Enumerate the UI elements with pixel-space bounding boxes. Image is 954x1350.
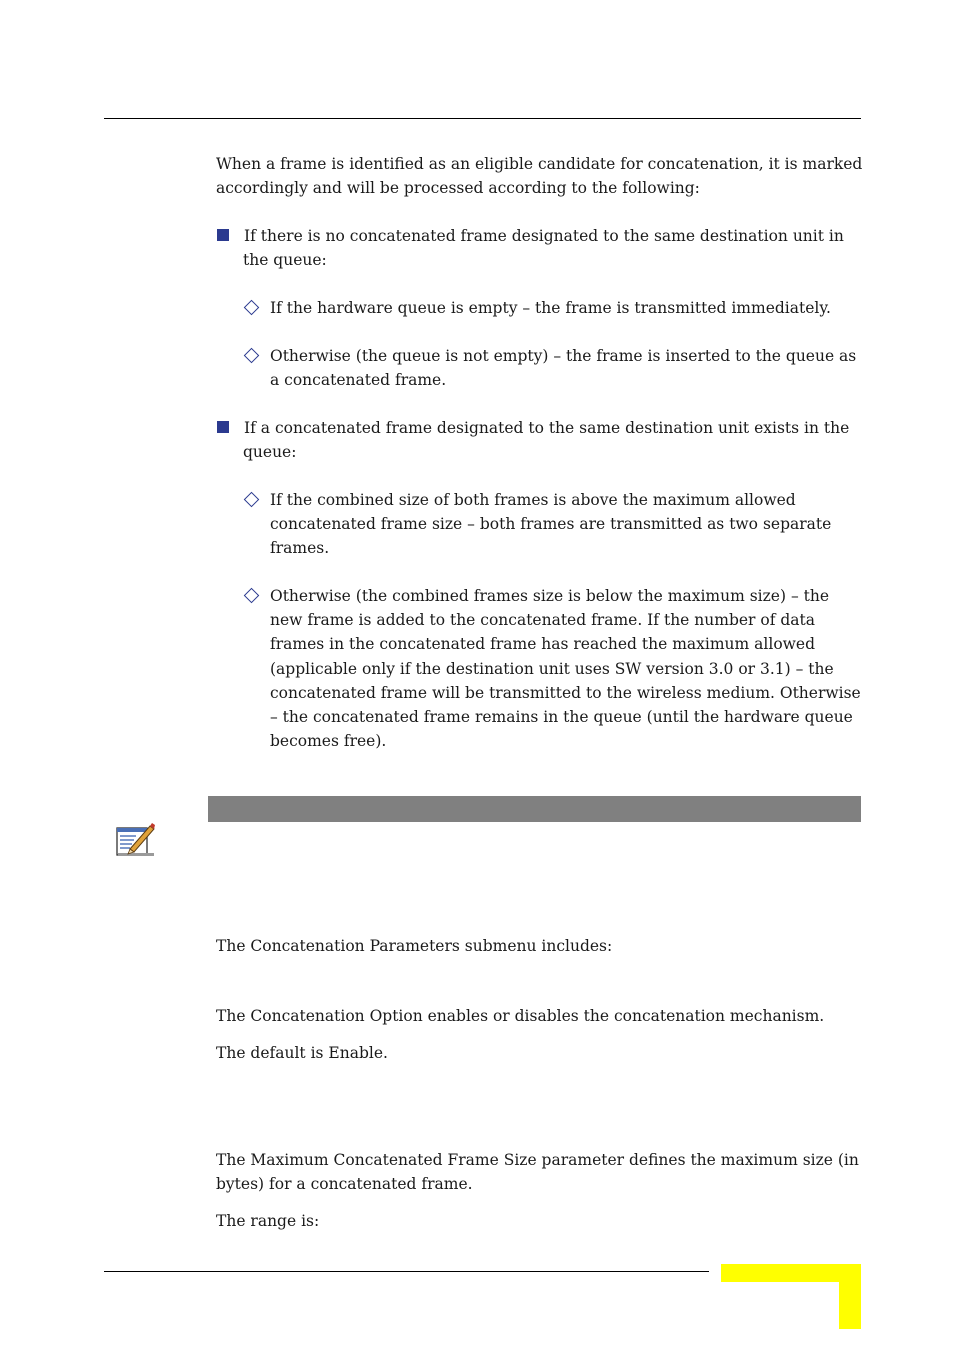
sub-2-2-line-4: (applicable only if the destination unit uses SW version 3.0 or 3.1) – the xyxy=(270,660,834,678)
sub-1-2-line-1: Otherwise (the queue is not empty) – the frame is inserted to the queue as xyxy=(270,347,857,365)
sub-1-2-line-2: a concatenated frame. xyxy=(270,371,447,389)
max-size-line-2: bytes) for a concatenated frame. xyxy=(216,1175,473,1193)
square-bullet-icon xyxy=(217,229,229,241)
diamond-bullet-icon xyxy=(244,348,260,364)
concatenation-option-default: The default is Enable. xyxy=(216,1044,388,1062)
sub-2-2-line-3: frames in the concatenated frame has reached the maximum allowed xyxy=(270,635,816,653)
submenu-intro: The Concatenation Parameters submenu includes: xyxy=(216,937,613,955)
diamond-bullet-icon xyxy=(244,492,260,508)
sub-2-2-line-6: – the concatenated frame remains in the queue (until the hardware queue xyxy=(270,708,853,726)
sub-1-1-line-1: If the hardware queue is empty – the frame is transmitted immediately. xyxy=(270,299,831,317)
header-rule xyxy=(104,118,861,119)
intro-line-2: accordingly and will be processed according to the following: xyxy=(216,179,700,197)
max-size-line-1: The Maximum Concatenated Frame Size parameter defines the maximum size (in xyxy=(216,1151,859,1169)
bullet-2-line-1: If a concatenated frame designated to the same destination unit exists in the xyxy=(244,419,850,437)
sub-2-2-line-2: new frame is added to the concatenated frame. If the number of data xyxy=(270,611,816,629)
bullet-1-line-2: the queue: xyxy=(243,251,327,269)
square-bullet-icon xyxy=(217,421,229,433)
sub-2-1-line-3: frames. xyxy=(270,539,330,557)
page-tab-marker xyxy=(721,1264,861,1329)
note-header-bar xyxy=(208,796,861,822)
sub-2-2-line-5: concatenated frame will be transmitted to the wireless medium. Otherwise xyxy=(270,684,861,702)
notepad-pencil-icon xyxy=(114,822,156,858)
footer-rule xyxy=(104,1271,709,1272)
concatenation-option-desc: The Concatenation Option enables or disables the concatenation mechanism. xyxy=(216,1007,825,1025)
sub-2-1-line-1: If the combined size of both frames is above the maximum allowed xyxy=(270,491,796,509)
sub-2-2-line-7: becomes free). xyxy=(270,732,387,750)
intro-line-1: When a frame is identified as an eligible candidate for concatenation, it is marked xyxy=(216,155,863,173)
bullet-1-line-1: If there is no concatenated frame designated to the same destination unit in xyxy=(244,227,844,245)
sub-2-2-line-1: Otherwise (the combined frames size is below the maximum size) – the xyxy=(270,587,830,605)
diamond-bullet-icon xyxy=(244,588,260,604)
bullet-2-line-2: queue: xyxy=(243,443,297,461)
diamond-bullet-icon xyxy=(244,300,260,316)
max-size-range: The range is: xyxy=(216,1212,320,1230)
sub-2-1-line-2: concatenated frame size – both frames are transmitted as two separate xyxy=(270,515,832,533)
